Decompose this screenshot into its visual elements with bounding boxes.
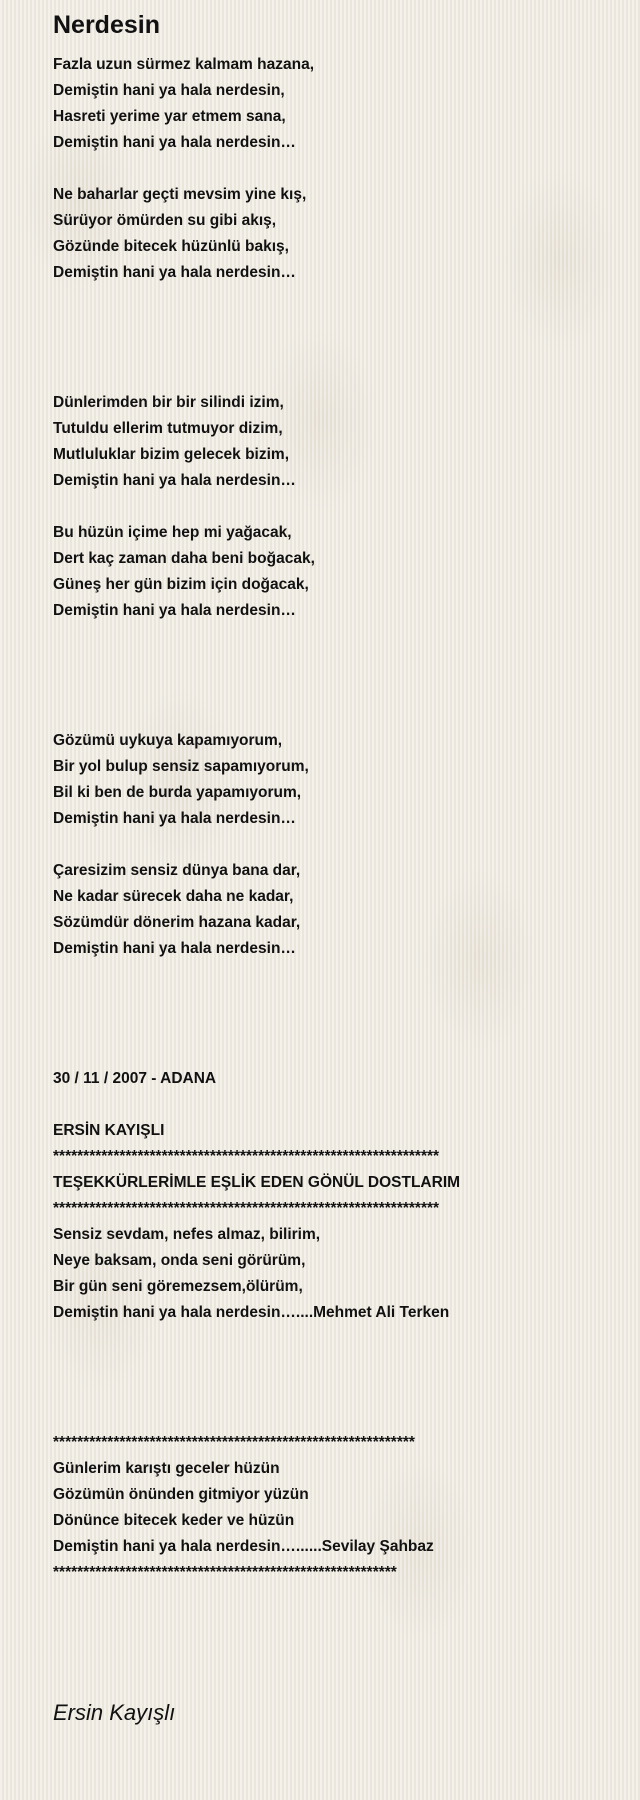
poem-line: Gözümü uykuya kapamıyorum, xyxy=(53,732,283,749)
poem-line: Demiştin hani ya hala nerdesin… xyxy=(53,810,296,827)
poem-line: Sürüyor ömürden su gibi akış, xyxy=(53,212,277,229)
poem-line: Bir yol bulup sensiz sapamıyorum, xyxy=(53,758,309,775)
section-gap xyxy=(53,1326,640,1430)
poem-line: Gözünde bitecek hüzünlü bakış, xyxy=(53,238,289,255)
friend-verse-1 xyxy=(53,1222,640,1326)
poem-line: Demiştin hani ya hala nerdesin… xyxy=(53,602,296,619)
stanza-5 xyxy=(53,728,640,832)
poem-line: Hasreti yerime yar etmem sana, xyxy=(53,108,286,125)
poem-line: Demiştin hani ya hala nerdesin…....Mehmet Ali Terken xyxy=(53,1304,450,1321)
stanza-3 xyxy=(53,390,640,494)
section-gap xyxy=(53,286,640,390)
poem-line: Demiştin hani ya hala nerdesin, xyxy=(53,82,285,99)
stanza-gap xyxy=(53,1092,640,1118)
stanza-gap xyxy=(53,832,640,858)
poem-line: Güneş her gün bizim için doğacak, xyxy=(53,576,309,593)
poem-line: Ne baharlar geçti mevsim yine kış, xyxy=(53,186,307,203)
stanza-6 xyxy=(53,858,640,962)
dedication-heading: TEŞEKKÜRLERİMLE EŞLİK EDEN GÖNÜL DOSTLARIM xyxy=(53,1174,461,1191)
poem-line: Demiştin hani ya hala nerdesin…......Sevilay Şahbaz xyxy=(53,1538,434,1555)
poem-line: Bir gün seni göremezsem,ölürüm, xyxy=(53,1278,303,1295)
author-name: ERSİN KAYIŞLI xyxy=(53,1122,165,1139)
separator: **************************************************************** xyxy=(53,1200,440,1217)
poem-line: Demiştin hani ya hala nerdesin… xyxy=(53,134,296,151)
poem-line: Dert kaç zaman daha beni boğacak, xyxy=(53,550,315,567)
author-signature: Ersin Kayışlı xyxy=(53,1700,176,1725)
poem-line: Gözümün önünden gitmiyor yüzün xyxy=(53,1486,309,1503)
poem-line: Tutuldu ellerim tutmuyor dizim, xyxy=(53,420,283,437)
stanza-2 xyxy=(53,182,640,286)
poem-line: Dönünce bitecek keder ve hüzün xyxy=(53,1512,295,1529)
stanza-gap xyxy=(53,156,640,182)
poem-line: Neye baksam, onda seni görürüm, xyxy=(53,1252,306,1269)
stanza-4 xyxy=(53,520,640,624)
poem-line: Demiştin hani ya hala nerdesin… xyxy=(53,940,296,957)
section-gap xyxy=(53,624,640,728)
poem-line: Sensiz sevdam, nefes almaz, bilirim, xyxy=(53,1226,321,1243)
separator: ********************************************************* xyxy=(53,1564,397,1581)
date-place: 30 / 11 / 2007 - ADANA xyxy=(53,1070,217,1087)
section-gap xyxy=(53,1586,640,1698)
poem-line: Ne kadar sürecek daha ne kadar, xyxy=(53,888,294,905)
poem-line: Çaresizim sensiz dünya bana dar, xyxy=(53,862,301,879)
separator: ************************************************************ xyxy=(53,1434,415,1451)
poem-line: Demiştin hani ya hala nerdesin… xyxy=(53,264,296,281)
poem-line: Demiştin hani ya hala nerdesin… xyxy=(53,472,296,489)
poem-line: Fazla uzun sürmez kalmam hazana, xyxy=(53,56,315,73)
poem-line: Mutluluklar bizim gelecek bizim, xyxy=(53,446,289,463)
separator: **************************************************************** xyxy=(53,1148,440,1165)
poem-line: Sözümdür dönerim hazana kadar, xyxy=(53,914,301,931)
poem-line: Bil ki ben de burda yapamıyorum, xyxy=(53,784,302,801)
poem-line: Günlerim karıştı geceler hüzün xyxy=(53,1460,280,1477)
poem-title: Nerdesin xyxy=(53,11,160,39)
friend-verse-2 xyxy=(53,1456,640,1560)
section-gap xyxy=(53,962,640,1066)
stanza-gap xyxy=(53,494,640,520)
stanza-1 xyxy=(53,52,640,156)
poem-line: Dünlerimden bir bir silindi izim, xyxy=(53,394,284,411)
poem-line: Bu hüzün içime hep mi yağacak, xyxy=(53,524,292,541)
